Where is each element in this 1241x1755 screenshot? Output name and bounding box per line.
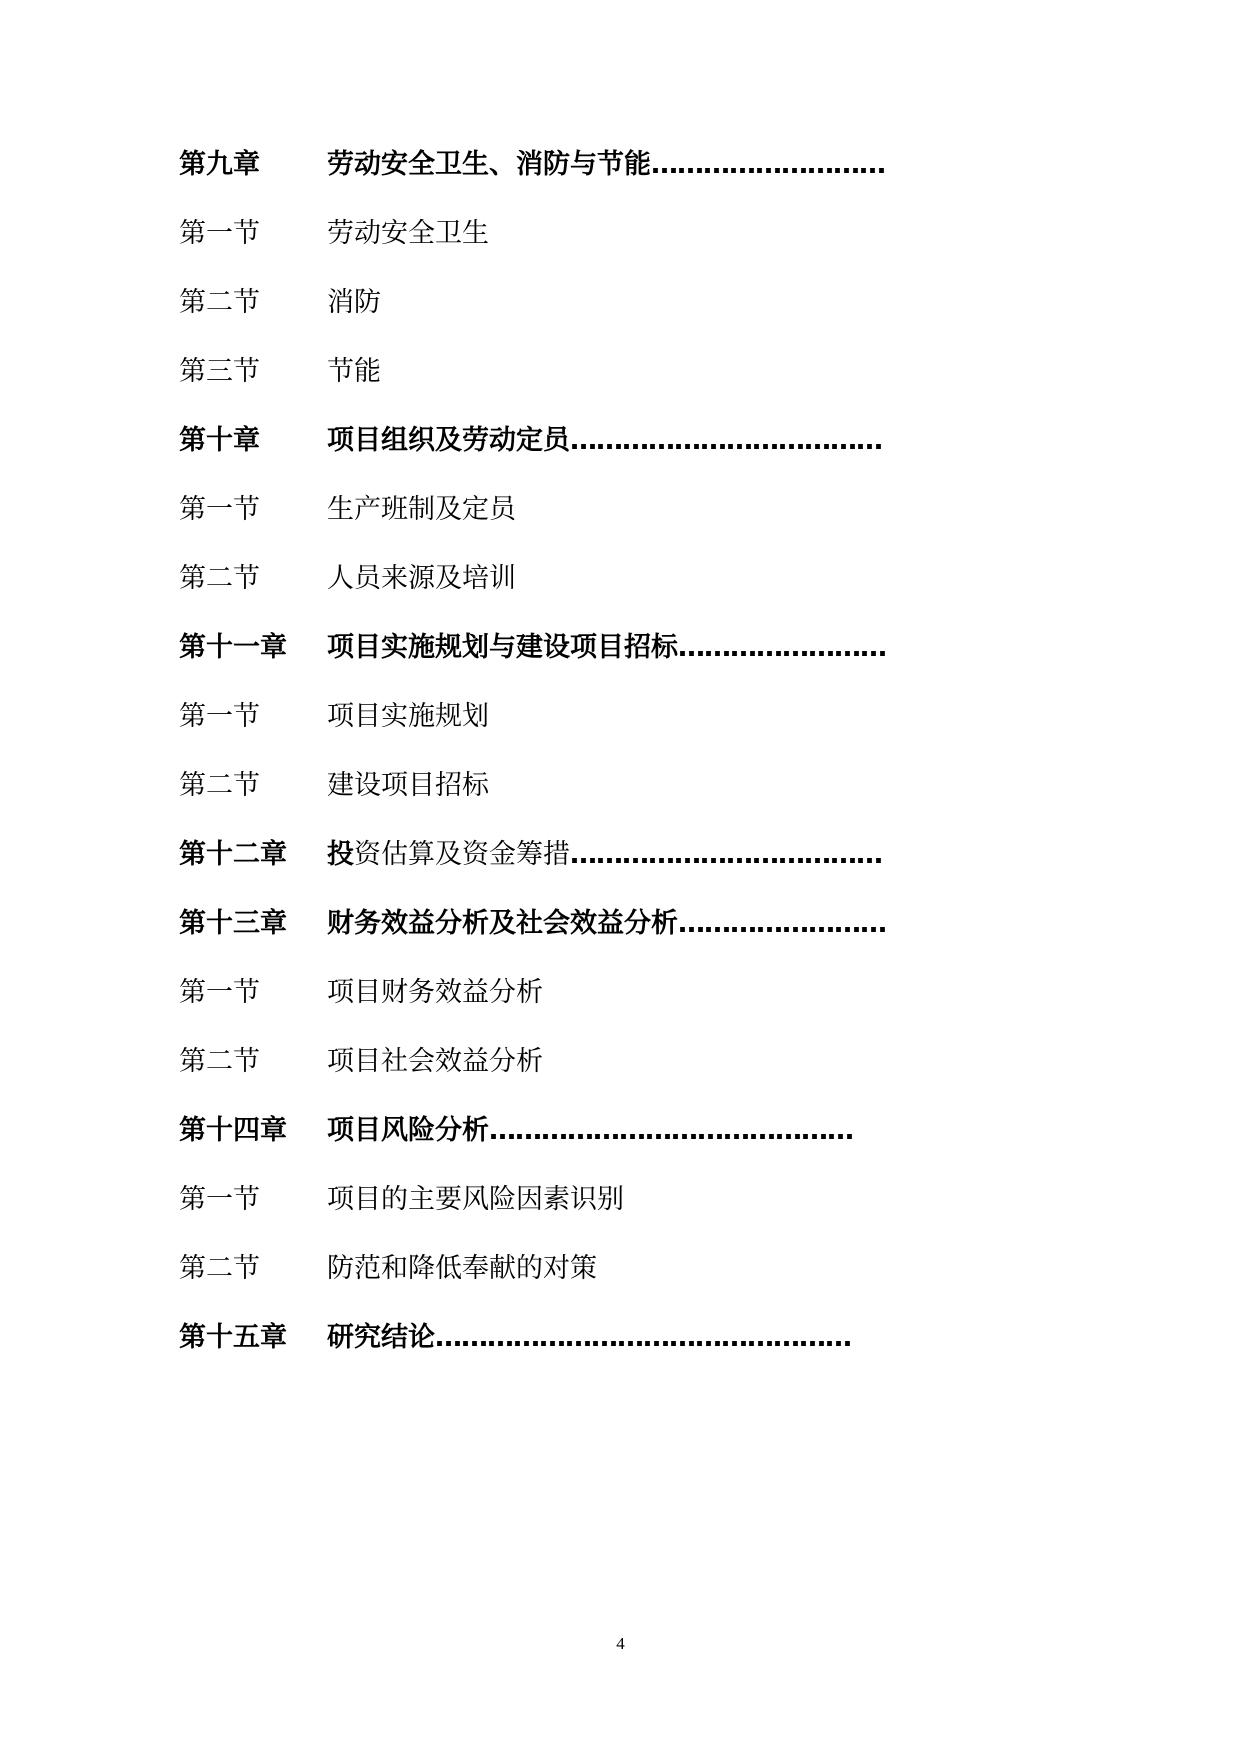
- section-label: 第二节: [179, 1046, 260, 1077]
- chapter-title: 项目实施规划与建设项目招标: [327, 632, 678, 663]
- section-title: 人员来源及培训: [327, 563, 516, 594]
- section-label: 第二节: [179, 287, 260, 318]
- toc-section[interactable]: [179, 561, 979, 630]
- toc-section[interactable]: [179, 699, 979, 768]
- page-number: 4: [616, 1634, 625, 1653]
- section-label: 第二节: [179, 770, 260, 801]
- chapter-title: 项目风险分析: [327, 1115, 489, 1146]
- toc-chapter-12[interactable]: [179, 837, 979, 906]
- dot-leader: ……………………: [678, 632, 886, 663]
- section-title: 项目实施规划: [327, 701, 489, 732]
- chapter-label: 第九章: [179, 149, 260, 180]
- section-title: 节能: [327, 356, 381, 387]
- dot-leader: ……………………: [678, 908, 886, 939]
- section-label: 第一节: [179, 701, 260, 732]
- toc-section[interactable]: [179, 1251, 979, 1320]
- chapter-label: 第十章: [179, 425, 260, 456]
- dot-leader: ……………………………………: [489, 1115, 853, 1146]
- toc-section[interactable]: [179, 768, 979, 837]
- chapter-label: 第十三章: [179, 908, 287, 939]
- section-label: 第二节: [179, 1253, 260, 1284]
- section-label: 第三节: [179, 356, 260, 387]
- chapter-label: 第十二章: [179, 839, 287, 870]
- toc-section[interactable]: [179, 1182, 979, 1251]
- section-label: 第二节: [179, 563, 260, 594]
- section-label: 第一节: [179, 218, 260, 249]
- chapter-label: 第十一章: [179, 632, 287, 663]
- chapter-title: 劳动安全卫生、消防与节能: [327, 149, 651, 180]
- toc-section[interactable]: [179, 1044, 979, 1113]
- chapter-title: 项目组织及劳动定员: [327, 425, 570, 456]
- chapter-title: [327, 837, 570, 873]
- section-title: 消防: [327, 287, 381, 318]
- table-of-contents: [179, 147, 979, 1389]
- toc-chapter-15[interactable]: [179, 1320, 979, 1389]
- chapter-title: 财务效益分析及社会效益分析: [327, 908, 678, 939]
- chapter-title: 研究结论: [327, 1322, 435, 1353]
- toc-chapter-13[interactable]: [179, 906, 979, 975]
- dot-leader: ………………………: [651, 149, 885, 180]
- section-title: 项目的主要风险因素识别: [327, 1184, 624, 1215]
- toc-section[interactable]: [179, 354, 979, 423]
- section-title: 防范和降低奉献的对策: [327, 1253, 597, 1284]
- dot-leader: ………………………………: [570, 839, 882, 870]
- section-title: 建设项目招标: [327, 770, 489, 801]
- chapter-title-bold-part: 投: [327, 839, 354, 870]
- toc-section[interactable]: [179, 492, 979, 561]
- toc-chapter-9[interactable]: [179, 147, 979, 216]
- chapter-label: 第十五章: [179, 1322, 287, 1353]
- toc-chapter-10[interactable]: [179, 423, 979, 492]
- section-title: 生产班制及定员: [327, 494, 516, 525]
- toc-chapter-11[interactable]: [179, 630, 979, 699]
- section-label: 第一节: [179, 494, 260, 525]
- section-label: 第一节: [179, 977, 260, 1008]
- section-title: 项目社会效益分析: [327, 1046, 543, 1077]
- toc-section[interactable]: [179, 216, 979, 285]
- section-title: 项目财务效益分析: [327, 977, 543, 1008]
- section-label: 第一节: [179, 1184, 260, 1215]
- toc-section[interactable]: [179, 975, 979, 1044]
- toc-chapter-14[interactable]: [179, 1113, 979, 1182]
- toc-section[interactable]: [179, 285, 979, 354]
- chapter-label: 第十四章: [179, 1115, 287, 1146]
- dot-leader: ………………………………: [570, 425, 882, 456]
- chapter-title-normal-part: 资估算及资金筹措: [354, 839, 570, 870]
- section-title: 劳动安全卫生: [327, 218, 489, 249]
- dot-leader: …………………………………………: [435, 1322, 851, 1353]
